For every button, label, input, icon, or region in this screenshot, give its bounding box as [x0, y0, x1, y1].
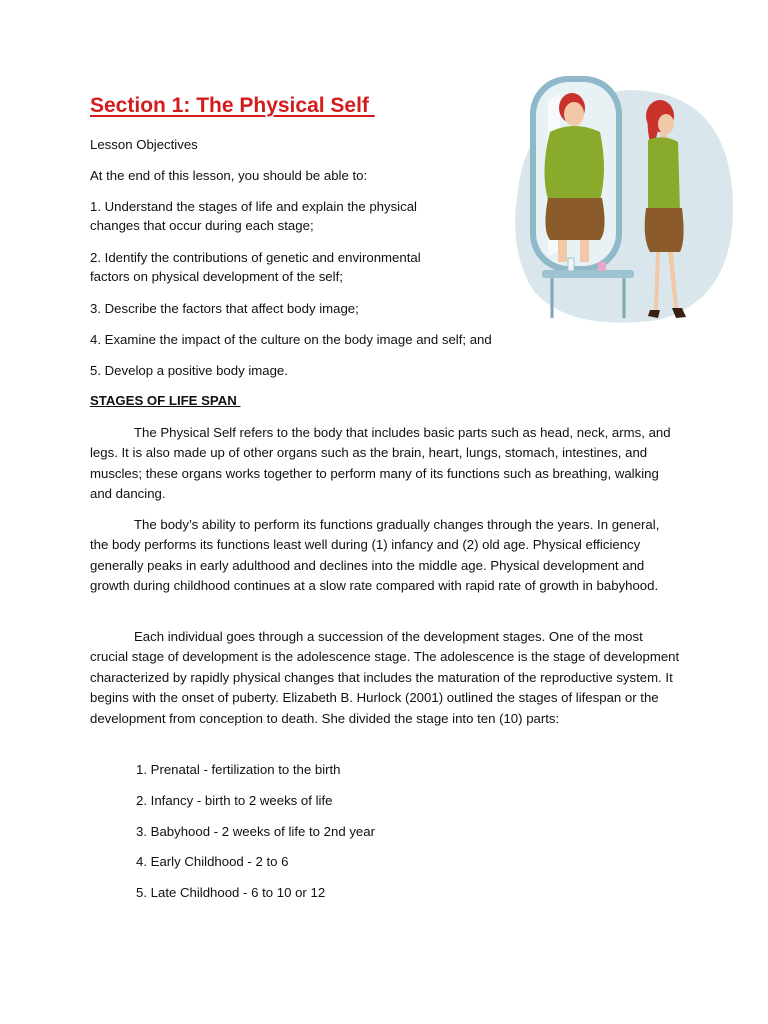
list-item: 5. Late Childhood - 6 to 10 or 12: [136, 885, 326, 900]
objective-2-line-2: factors on physical development of the self;: [90, 269, 343, 284]
objective-2-line-1: 2. Identify the contributions of genetic and environmental: [90, 250, 421, 265]
objectives-intro: At the end of this lesson, you should be able to:: [90, 168, 368, 183]
objective-1-line-2: changes that occur during each stage;: [90, 218, 314, 233]
list-item: 4. Early Childhood - 2 to 6: [136, 854, 289, 869]
list-item: 1. Prenatal - fertilization to the birth: [136, 762, 341, 777]
list-item: 3. Babyhood - 2 weeks of life to 2nd year: [136, 824, 375, 839]
list-item: 2. Infancy - birth to 2 weeks of life: [136, 793, 333, 808]
objective-4: 4. Examine the impact of the culture on the body image and self; and: [90, 332, 492, 347]
paragraph-2: The body’s ability to perform its functions gradually changes through the years. In general, the body performs its functions least well during (1) infancy and (2) old age. Physical efficiency generally peaks in early adulthood and declines into the middle age. Physical development and growth during childhood continues at a slow rate compared with rapid rate of growth in babyhood.: [90, 517, 660, 594]
objective-5: 5. Develop a positive body image.: [90, 363, 288, 378]
objective-1-line-1: 1. Understand the stages of life and explain the physical: [90, 199, 417, 214]
objective-3: 3. Describe the factors that affect body image;: [90, 301, 359, 316]
section-heading: STAGES OF LIFE SPAN: [90, 393, 241, 408]
paragraph-1: The Physical Self refers to the body that includes basic parts such as head, neck, arms, and legs. It is also made up of other organs such as the brain, heart, lungs, stomach, intestines, and muscles; these organs works together to perform many of its functions such as breathing, walking and dancing.: [90, 425, 671, 502]
woman-looking-in-mirror-illustration: [508, 70, 740, 334]
paragraph-3: Each individual goes through a succession of the development stages. One of the most crucial stage of development is the adolescence stage. The adolescence is the stage of development characterized by rapidly physical changes that includes the maturation of the reproductive system. It begins with the onset of puberty. Elizabeth B. Hurlock (2001) outlined the stages of lifespan or the development from conception to death. She divided the stage into ten (10) parts:: [90, 629, 680, 726]
objectives-label: Lesson Objectives: [90, 137, 198, 152]
page-title: Section 1: The Physical Self: [90, 94, 375, 117]
